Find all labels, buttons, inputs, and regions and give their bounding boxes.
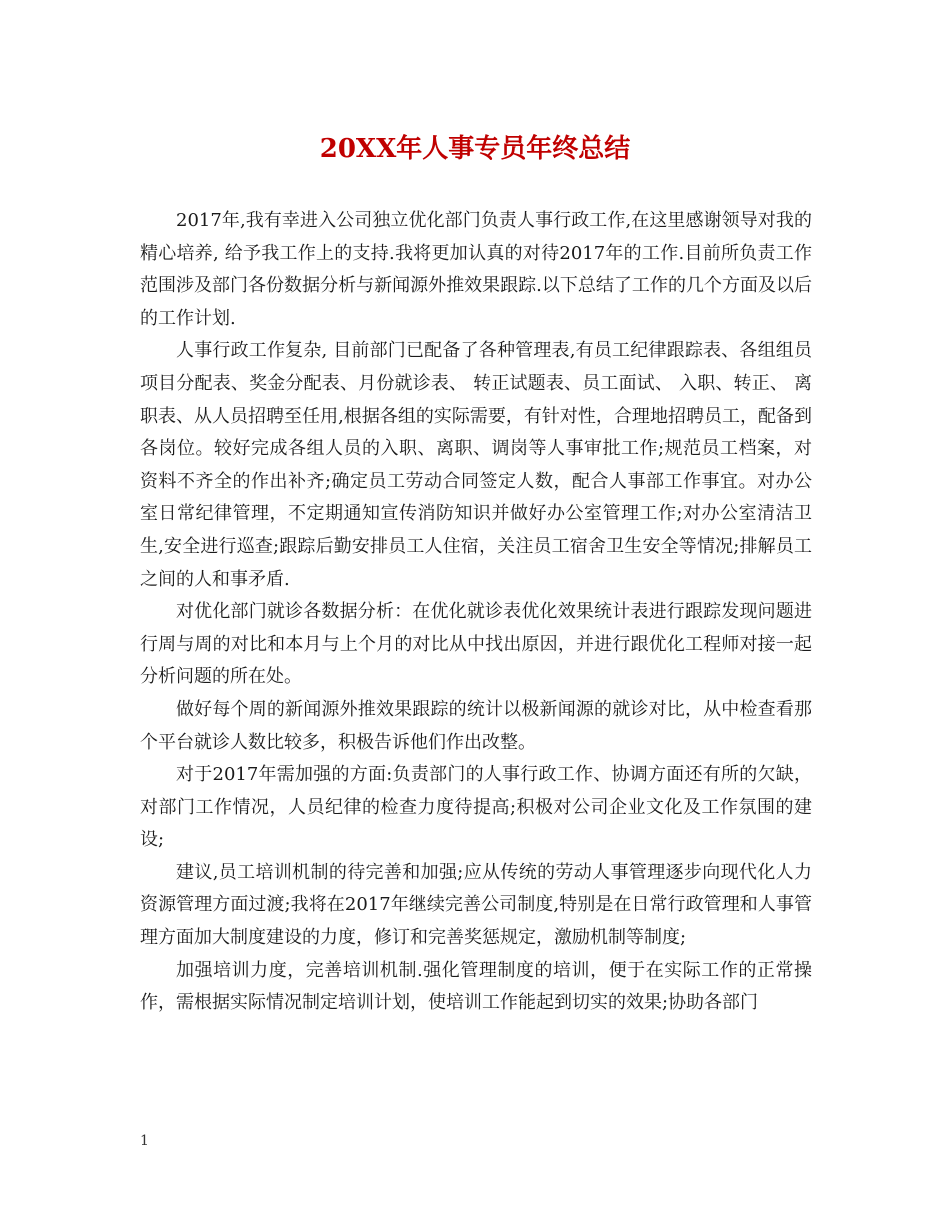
paragraph: 人事行政工作复杂, 目前部门已配备了各种管理表,有员工纪律跟踪表、各组组员项目分配表、奖金分配表、月份就诊表、 转正试题表、员工面试、 入职、转正、 离职表、从人员招聘至任用,根据各组的实际需要，有针对性，合理地招聘员工，配备到各岗位。较好完成各组人员的入职、离职、调岗等人事审批工作;规范员工档案，对资料不齐全的作出补齐;确定员工劳动合同签定人数，配合人事部工作事宜。对办公室日常纪律管理，不定期通知宣传消防知识并做好办公室管理工作;对办公室清洁卫生,安全进行巡查;跟踪后勤安排员工人住宿，关注员工宿舍卫生安全等情况;排解员工之间的人和事矛盾. [140, 340, 812, 590]
paragraph: 对于2017年需加强的方面:负责部门的人事行政工作、协调方面还有所的欠缺，对部门工作情况，人员纪律的检查力度待提高;积极对公司企业文化及工作氛围的建设; [140, 764, 812, 851]
paragraph: 建议,员工培训机制的待完善和加强;应从传统的劳动人事管理逐步向现代化人力资源管理方面过渡;我将在2017年继续完善公司制度,特别是在日常行政管理和人事管理方面加大制度建设的力度，修订和完善奖惩规定，激励机制等制度; [140, 861, 812, 949]
paragraph: 2017年,我有幸进入公司独立优化部门负责人事行政工作,在这里感谢领导对我的精心培养, 给予我工作上的支持.我将更加认真的对待2017年的工作.目前所负责工作范围涉及部门各份数据分析与新闻源外推效果跟踪.以下总结了工作的几个方面及以后的工作计划. [140, 210, 812, 329]
document-body [140, 205, 812, 1020]
paragraph: 加强培训力度，完善培训机制.强化管理制度的培训，便于在实际工作的正常操作，需根据实际情况制定培训计划，使培训工作能起到切实的效果;协助各部门 [140, 959, 812, 1014]
paragraph: 对优化部门就诊各数据分析：在优化就诊表优化效果统计表进行跟踪发现问题进行周与周的对比和本月与上个月的对比从中找出原因，并进行跟优化工程师对接一起分析问题的所在处。 [140, 601, 812, 688]
document-title: 20XX年人事专员年终总结 [319, 134, 631, 164]
paragraph: 做好每个周的新闻源外推效果跟踪的统计以极新闻源的就诊对比，从中检查看那个平台就诊人数比较多，积极告诉他们作出改整。 [140, 698, 812, 753]
page-number: 1 [140, 1133, 149, 1149]
